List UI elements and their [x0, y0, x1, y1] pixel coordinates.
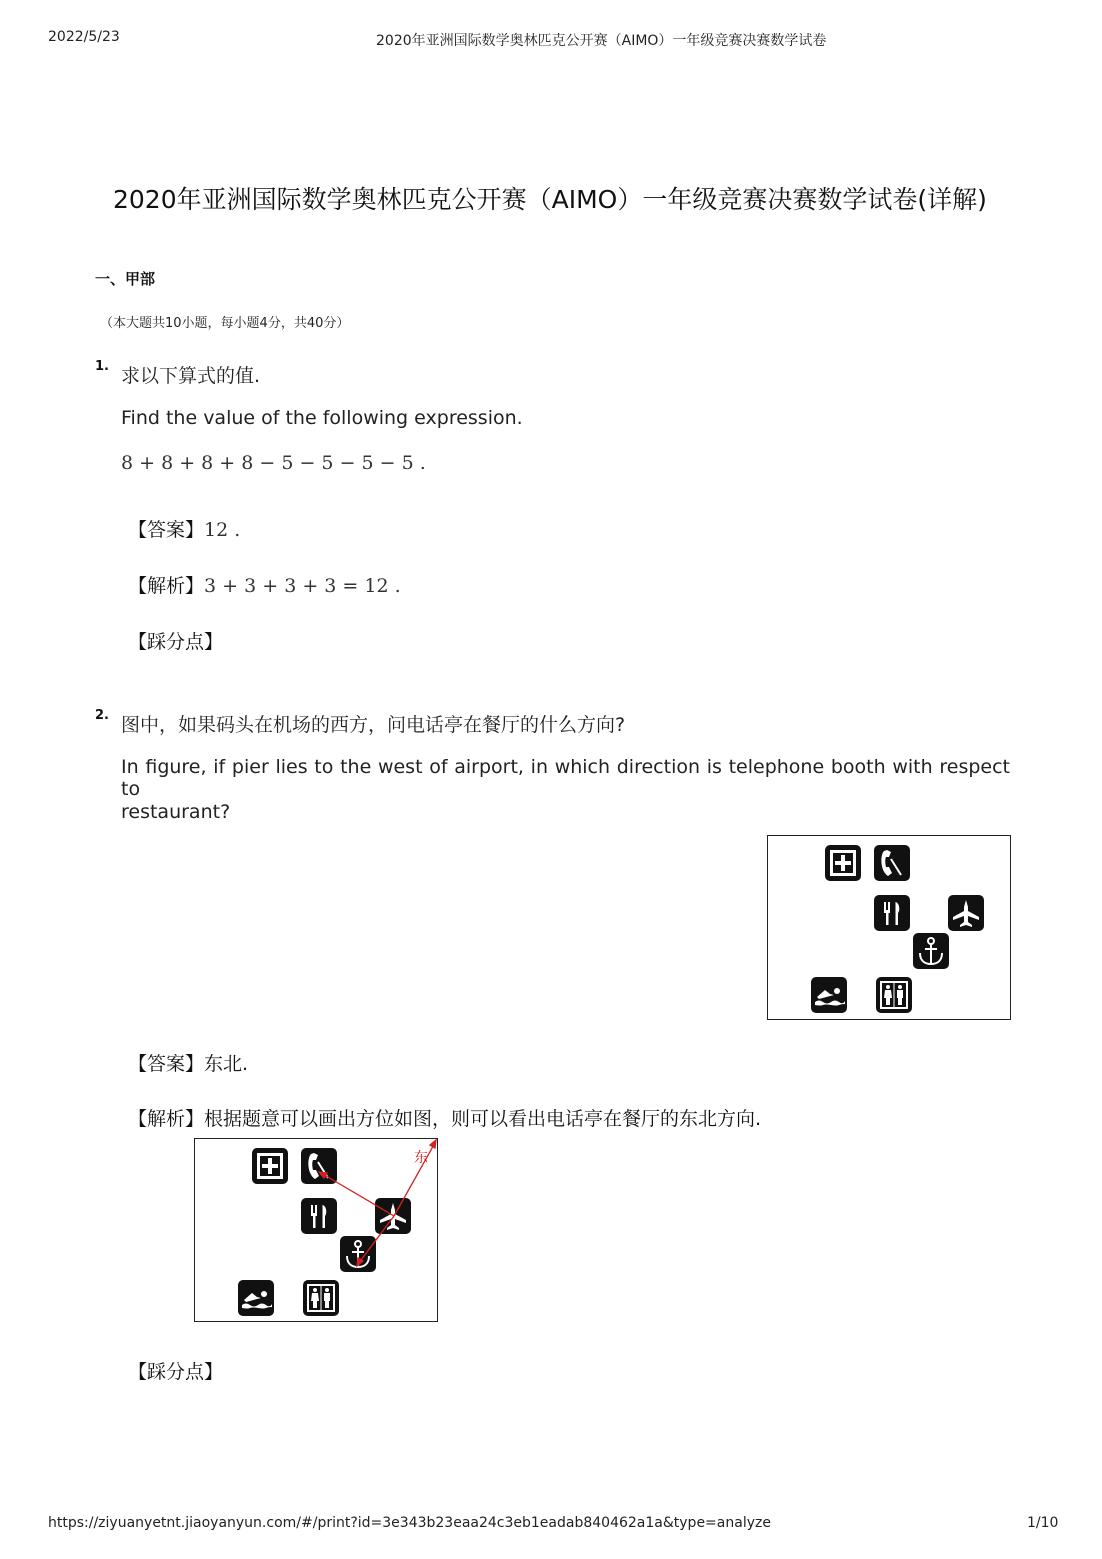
solution-figure — [194, 1138, 438, 1322]
analysis-row — [128, 1104, 761, 1131]
analysis-row — [128, 571, 401, 598]
restaurant-icon — [874, 895, 910, 931]
restroom-icon — [876, 977, 912, 1013]
analysis-label: 【解析】 — [128, 1108, 205, 1130]
first-aid-icon — [825, 845, 861, 881]
answer-row — [128, 1049, 248, 1076]
pier-anchor-icon — [340, 1236, 376, 1272]
restroom-icon — [303, 1280, 339, 1316]
restaurant-icon — [301, 1198, 337, 1234]
question-figure — [767, 835, 1011, 1020]
first-aid-icon — [252, 1148, 288, 1184]
question-number: 2. — [95, 708, 109, 723]
answer-value: 东北. — [204, 1053, 249, 1075]
answer-label: 【答案】 — [128, 1053, 205, 1075]
page-title: 2020年亚洲国际数学奥林匹克公开赛（AIMO）一年级竞赛决赛数学试卷(详解) — [113, 185, 987, 214]
swimming-icon — [238, 1280, 274, 1316]
print-date: 2022/5/23 — [48, 29, 120, 45]
answer-row — [128, 515, 240, 542]
analysis-value: 根据题意可以画出方位如图，则可以看出电话亭在餐厅的东北方向. — [204, 1108, 762, 1130]
page-number: 1/10 — [1027, 1515, 1059, 1531]
answer-value: 12 . — [204, 519, 241, 541]
airport-icon — [948, 895, 984, 931]
footer-url[interactable]: https://ziyuanyetnt.jiaoyanyun.com/#/print?id=3e343b23eaa24c3eb1eadab840462a1a&type=analyze — [48, 1515, 771, 1531]
print-header-title: 2020年亚洲国际数学奥林匹克公开赛（AIMO）一年级竞赛决赛数学试卷 — [376, 33, 827, 49]
analysis-value: 3 + 3 + 3 + 3 = 12 . — [204, 575, 401, 597]
pier-anchor-icon — [913, 933, 949, 969]
telephone-icon — [874, 845, 910, 881]
question-expression: 8 + 8 + 8 + 8 − 5 − 5 − 5 − 5 . — [121, 452, 426, 474]
question-text-en: Find the value of the following expression. — [121, 407, 523, 429]
analysis-label: 【解析】 — [128, 575, 205, 597]
question-text-en-line2: restaurant? — [121, 801, 231, 823]
east-label: 东 — [414, 1150, 428, 1166]
section-heading: 一、甲部 — [95, 270, 156, 288]
points-label: 【踩分点】 — [128, 1361, 224, 1383]
section-note: （本大题共10小题，每小题4分，共40分） — [100, 316, 350, 331]
question-text-cn: 求以下算式的值. — [121, 365, 261, 387]
answer-label: 【答案】 — [128, 519, 205, 541]
swimming-icon — [811, 977, 847, 1013]
question-text-cn: 图中，如果码头在机场的西方，问电话亭在餐厅的什么方向? — [121, 714, 626, 736]
question-number: 1. — [95, 359, 109, 374]
points-label: 【踩分点】 — [128, 631, 224, 653]
question-text-en-line1: In figure, if pier lies to the west of airport, in which direction is telephone booth with respect to — [121, 756, 1010, 800]
